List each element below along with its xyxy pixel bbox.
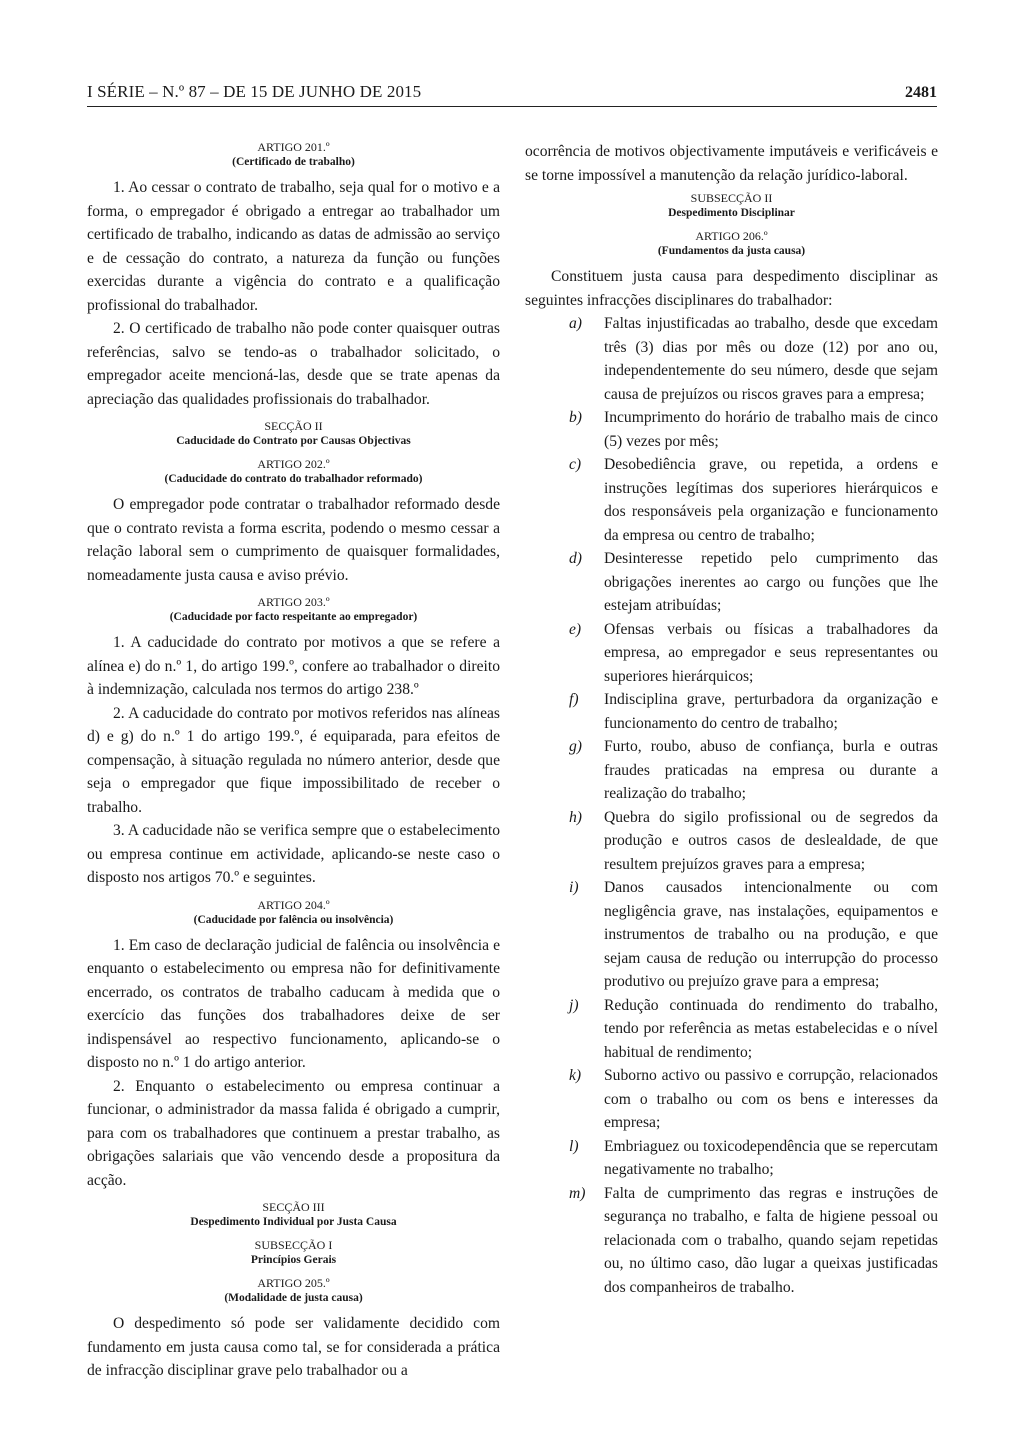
section-3-heading: SECÇÃO III (262, 1200, 325, 1214)
left-column (87, 140, 500, 1383)
article-204-heading: ARTIGO 204.º (257, 897, 330, 912)
page-header (87, 80, 937, 107)
article-205-continuation: ocorrência de motivos objectivamente imputáveis e verificáveis e se torne impossível a manutenção da relação jurídico-laboral. (525, 143, 938, 184)
list-item-label: h) (569, 808, 582, 826)
list-item (525, 406, 938, 453)
section-2-title: Caducidade do Contrato por Causas Objectivas (176, 435, 411, 447)
list-item (525, 1135, 938, 1182)
article-206-heading: ARTIGO 206.º (695, 229, 768, 243)
page-number: 2481 (905, 84, 937, 101)
list-item-text: Redução continuada do rendimento do trabalho, tendo por referência as metas estabelecidas e o nível habitual de rendimento; (604, 996, 938, 1061)
article-206-intro: Constituem justa causa para despedimento disciplinar as seguintes infracções disciplinares do trabalhador: (525, 268, 938, 309)
article-203-paragraph-1: 1. A caducidade do contrato por motivos a que se refere a alínea e) do n.º 1, do artigo 199.º, confere ao trabalhador o direito à indemnização, calculada nos termos do artigo 238.º (87, 634, 500, 698)
article-201-title: (Certificado de trabalho) (232, 156, 355, 168)
journal-series-date: I SÉRIE – N.º 87 – DE 15 DE JUNHO DE 2015 (87, 82, 422, 101)
right-column (525, 140, 938, 1299)
article-205-paragraph-1: O despedimento só pode ser validamente decidido com fundamento em justa causa como tal, se for considerada a prática de infracção disciplinar grave pelo trabalhador ou a (87, 1315, 500, 1379)
grounds-list (525, 312, 938, 1299)
list-item-label: m) (569, 1184, 586, 1202)
article-201-paragraph-1: 1. Ao cessar o contrato de trabalho, seja qual for o motivo e a forma, o empregador é obrigado a entregar ao trabalhador um certificado de trabalho, indicando as datas de admissão ao serviço e de cessação do contrato, a natureza da função ou funções exercidas durante a vigência do contrato e a qualificação profissional do trabalhador. (87, 179, 500, 314)
list-item (525, 312, 938, 406)
list-item-label: c) (569, 456, 582, 473)
list-item-text: Desobediência grave, ou repetida, a ordens e instruções legítimas dos superiores hierárquicos e dos responsáveis pela organização e funcionamento da empresa ou centro de trabalho; (604, 456, 938, 544)
list-item-text: Desinteresse repetido pelo cumprimento das obrigações inerentes ao cargo ou funções que lhe estejam atribuídas; (604, 550, 938, 614)
article-202-paragraph-1: O empregador pode contratar o trabalhador reformado desde que o contrato revista a forma escrita, podendo o mesmo cessar a relação laboral sem o cumprimento de quaisquer formalidades, nomeadamente justa causa e aviso prévio. (87, 496, 500, 584)
list-item-label: g) (569, 738, 582, 755)
subsection-1-title: Princípios Gerais (250, 1254, 337, 1266)
list-item (525, 735, 938, 806)
list-item-text: Suborno activo ou passivo e corrupção, relacionados com o trabalho ou com os bens e interesses da empresa; (604, 1067, 938, 1131)
list-item-text: Furto, roubo, abuso de confiança, burla e outras fraudes praticadas na empresa ou durante a realização do trabalho; (604, 738, 938, 802)
list-item (525, 994, 938, 1065)
section-3-title: Despedimento Individual por Justa Causa (190, 1216, 397, 1228)
article-206-title: (Fundamentos da justa causa) (657, 245, 806, 257)
list-item (525, 453, 938, 547)
article-203-title: (Caducidade por facto respeitante ao empregador) (169, 611, 418, 623)
article-204-title: (Caducidade por falência ou insolvência) (193, 913, 394, 926)
list-item-text: Falta de cumprimento das regras e instruções de segurança no trabalho, e falta de higiene pessoal ou relacionada com o trabalho, quando sejam repetidas ou, no último caso, dão lugar a queixas justificadas dos companheiros de trabalho. (604, 1184, 938, 1296)
list-item (525, 688, 938, 735)
article-205-title: (Modalidade de justa causa) (224, 1292, 363, 1304)
list-item-label: l) (569, 1137, 579, 1155)
list-item-label: f) (569, 691, 579, 708)
subsection-2-title: Despedimento Disciplinar (668, 207, 795, 219)
list-item-text: Indisciplina grave, perturbadora da organização e funcionamento do centro de trabalho; (604, 691, 938, 732)
list-item (525, 618, 938, 689)
article-203-paragraph-2: 2. A caducidade do contrato por motivos referidos nas alíneas d) e g) do n.º 1 do artigo 199.º, é equiparada, para efeitos de compensação, à situação regulada no número anterior, desde que seja o empregador que fique impossibilitado de receber o trabalho. (87, 704, 500, 816)
list-item-label: a) (569, 315, 582, 332)
list-item (525, 806, 938, 877)
list-item-label: e) (569, 620, 582, 638)
article-201-heading: ARTIGO 201.º (257, 140, 330, 154)
list-item-text: Quebra do sigilo profissional ou de segredos da produção e outros casos de deslealdade, de que resultem prejuízos graves para a empresa; (604, 808, 938, 873)
list-item-label: b) (569, 409, 582, 426)
list-item (525, 1064, 938, 1135)
list-item (525, 1182, 938, 1300)
list-item-label: k) (569, 1067, 582, 1084)
article-203-paragraph-3: 3. A caducidade não se verifica sempre que o estabelecimento ou empresa continue em actividade, aplicando-se neste caso o disposto nos artigos 70.º e seguintes. (87, 822, 500, 886)
list-item (525, 876, 938, 994)
article-205-heading: ARTIGO 205.º (257, 1276, 330, 1290)
subsection-2-heading: SUBSECÇÃO II (690, 191, 773, 205)
list-item-text: Faltas injustificadas ao trabalho, desde que excedam três (3) dias por mês ou doze (12) por ano ou, independentemente do seu número, desde que sejam causa de prejuízos ou riscos graves para a empresa; (604, 315, 938, 403)
list-item-text: Danos causados intencionalmente ou com negligência grave, nas instalações, equipamentos e instrumentos de trabalho ou na produção, e que sejam causa de redução ou interrupção do processo produtivo ou prejuízo grave para a empresa; (604, 879, 938, 990)
list-item-label: i) (569, 879, 579, 896)
list-item (525, 547, 938, 618)
list-item-label: d) (569, 550, 582, 567)
subsection-1-heading: SUBSECÇÃO I (254, 1238, 333, 1252)
list-item-text: Incumprimento do horário de trabalho mais de cinco (5) vezes por mês; (604, 409, 938, 450)
list-item-label: j) (569, 996, 579, 1014)
article-203-heading: ARTIGO 203.º (257, 595, 330, 609)
list-item-text: Embriaguez ou toxicodependência que se repercutam negativamente no trabalho; (604, 1137, 938, 1178)
article-202-heading: ARTIGO 202.º (257, 457, 330, 471)
article-204-paragraph-1: 1. Em caso de declaração judicial de falência ou insolvência e enquanto o estabelecimento ou empresa não for definitivamente encerrado, os contratos de trabalho caducam à medida que o exercício das funções dos trabalhadores deixe de ser indispensável ao respectivo funcionamento, aplicando-se o disposto no n.º 1 do artigo anterior. (87, 936, 500, 1071)
section-2-heading: SECÇÃO II (264, 419, 323, 433)
article-204-paragraph-2: 2. Enquanto o estabelecimento ou empresa continuar a funcionar, o administrador da massa falida é obrigado a cumprir, para com os trabalhadores que continuem a prestar trabalho, as obrigações salariais que vão vencendo desde a propositura da acção. (87, 1077, 500, 1189)
list-item-text: Ofensas verbais ou físicas a trabalhadores da empresa, ao empregador e seus representantes ou superiores hierárquicos; (604, 620, 938, 685)
article-202-title: (Caducidade do contrato do trabalhador reformado) (164, 473, 423, 485)
article-201-paragraph-2: 2. O certificado de trabalho não pode conter quaisquer outras referências, salvo se tendo-as o trabalhador solicitado, o empregador aceite mencioná-las, desde que se trate apenas da apreciação das qualidades profissionais do trabalhador. (87, 320, 500, 408)
